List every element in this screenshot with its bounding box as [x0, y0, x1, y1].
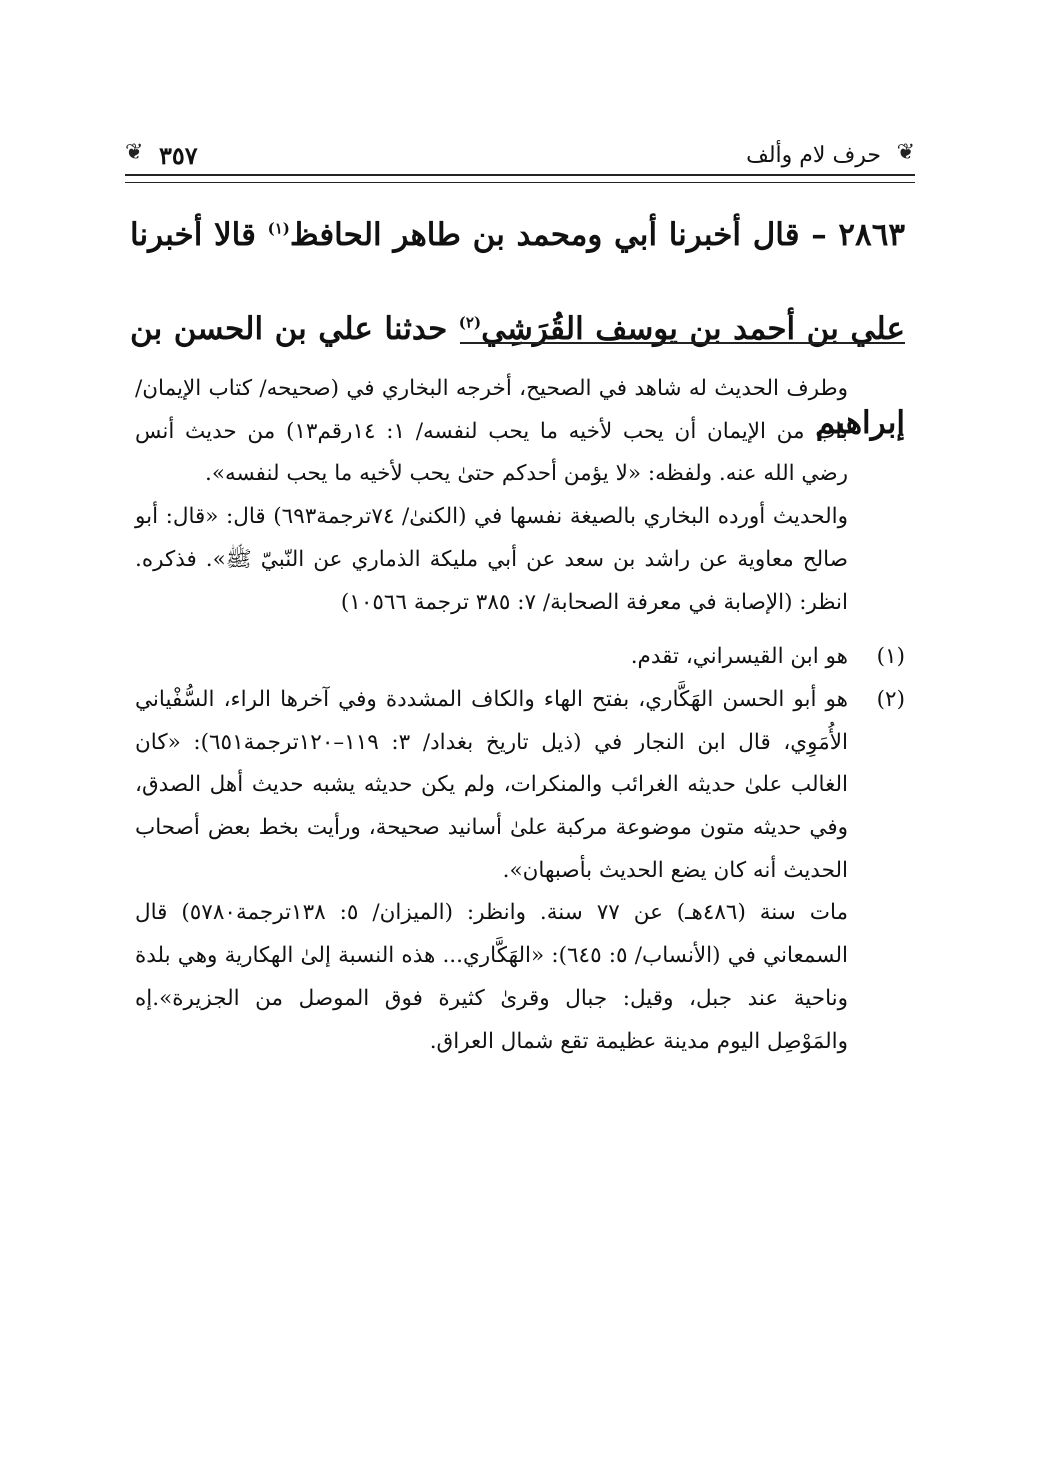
header-rule [125, 174, 915, 183]
footnote-number: (٢) [876, 686, 905, 712]
footnote-paragraph: هو ابن القيسراني، تقدم. [630, 644, 848, 670]
footnote-paragraph: هو أبو الحسن الهَكَّاري، بفتح الهاء والكاف المشددة وفي آخرها الراء، السُّفْياني الأُمَوِي، قال ابن النجار في (ذيل تاريخ بغداد/ ٣: ١١٩–١٢٠ترجمة٦٥١): «كان الغالب علىٰ حديثه الغرائب والمنكرات، ولم يكن حديثه يشبه حديث أهل الصدق، وفي حديثه متون موضوعة مركبة علىٰ أسانيد صحيحة، ورأيت بخط بعض أصحاب الحديث أنه كان يضع الحديث بأصبهان». [135, 686, 848, 883]
footnote-body [135, 636, 848, 679]
footnote-2 [135, 679, 905, 1063]
footnotes-area [135, 368, 905, 1063]
footnote-paragraph: والحديث أورده البخاري بالصيغة نفسها في (الكنىٰ/ ٧٤ترجمة٦٩٣) قال: «قال: أبو صالح معاوية عن راشد بن سعد عن أبي مليكة الذماري عن النّبيّ ﷺ». فذكره. انظر: (الإصابة في معرفة الصحابة/ ٧: ٣٨٥ ترجمة ١٠٥٦٦) [135, 504, 848, 615]
footnote-separator [460, 342, 905, 344]
page-number: ٣٥٧ [159, 141, 198, 170]
ornament-icon: ❦ [896, 140, 915, 165]
footnote-paragraph: وطرف الحديث له شاهد في الصحيح، أخرجه البخاري في (صحيحه/ كتاب الإيمان/ باب من الإيمان أن يحب لأخيه ما يحب لنفسه/ ١: ١٤رقم١٣) من حديث أنس رضي الله عنه. ولفظه: «لا يؤمن أحدكم حتىٰ يحب لأخيه ما يحب لنفسه». [135, 376, 848, 487]
footnote-ref[interactable]: (٢) [458, 313, 482, 332]
footnote-body [135, 679, 848, 1063]
footnote-1 [135, 636, 905, 679]
continued-footnote [135, 368, 905, 624]
running-header [125, 128, 915, 180]
main-text: قالا أخبرنا [130, 217, 268, 253]
footnote-number: (١) [876, 644, 905, 670]
main-text: حدثنا علي بن الحسن بن إبراهيم [130, 311, 905, 441]
footnote-ref[interactable]: (١) [267, 219, 290, 238]
ornament-icon: ❦ [125, 140, 144, 165]
footnote-paragraph: مات سنة (٤٨٦هـ) عن ٧٧ سنة. وانظر: (الميزان/ ٥: ١٣٨ترجمة٥٧٨٠) قال السمعاني في (الأنساب/ ٥: ٦٤٥): «الهَكَّاري... هذه النسبة إلىٰ الهكارية وهي بلدة وناحية عند جبل، وقيل: جبال وقرىٰ كثيرة فوق الموصل من الجزيرة».إه والمَوْصِل اليوم مدينة عظيمة تقع شمال العراق. [135, 900, 849, 1054]
running-title: حرف لام وألف [746, 143, 881, 168]
main-line [130, 188, 905, 282]
main-text: ٢٨٦٣ – قال أخبرنا أبي ومحمد بن طاهر الحافظ [289, 217, 905, 253]
main-text: علي بن أحمد بن يوسف القُرَشِي [481, 311, 905, 347]
